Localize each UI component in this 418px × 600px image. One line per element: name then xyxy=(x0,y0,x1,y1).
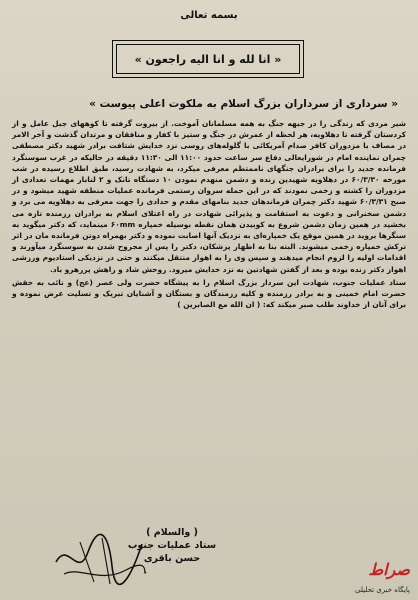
watermark-caption: پایگاه خبری تحلیلی xyxy=(355,586,410,594)
closing-organization: ستاد عملیات جنوب xyxy=(127,540,217,551)
banner-text: « انا لله و انا الیه راجعون » xyxy=(116,44,300,74)
announcement-body xyxy=(12,118,406,312)
closing-salutation: ( والسلام ) xyxy=(146,527,198,538)
bismillah-header: بسمه تعالی xyxy=(180,10,238,21)
closing-signatory-name: حسن باقری xyxy=(143,553,201,564)
announcement-heading: « سرداری از سرداران بزرگ اسلام به ملکوت اعلی پیوست » xyxy=(89,98,398,110)
watermark-logo: صراط xyxy=(368,560,410,579)
site-watermark xyxy=(292,560,410,594)
condolence-banner xyxy=(112,40,304,78)
body-paragraph-1: شیر مردی که زندگی را در جبهه جنگ به همه مسلمانان آموخت. از بیروت گرفته تا کوههای جبل عامل و از کردستان گرفته تا دهلاویه، هر لحظه از عمرش در جنگ و ستیز با کفار و منافقان و مرتدان گذشت و آخر الامر در مصاف با مزدوران کافر صدام آمریکائی با گلوله‌های روسی نزد خدایش شتافت برادر شهید دکتر مصطفی چمران نماینده امام در شورایعالی دفاع سر ساعت حدود ۱۱:۰۰ الی ۱۱:۳۰ دقیقه در حالیکه در غرب سوسنگرد فرمانده جدید را برای برادران جنگهای ناممتظم معرفی میکرد، به شهادت رسید، طبق اطلاع رسیده در شب مورخه ۶۰/۳/۳۰ در دهلاویه شهیدین زنده و دشمن منهدم نمودن ۱۰ دستگاه تانک و ۲ لنابار مهمات تعدادی از مزدوران را کشته و زخمی نمودند که در این حمله سروان رستمی فرمانده عملیات منطقه شهید میشود و در صبح ۶۰/۳/۳۱ شهید دکتر چمران فرماندهان جدید بنامهای مقدم و حدادی را جهت معرفی به دهلاویه می برد و دشمن سخنرانی و دعوت به استقامت و پذیرائی شهادت در راه اعتلای اسلام به برادران رزمنده تازه می بخشید در همین زمان دشمن شروع به کوبیدن همان نقطه بوسیله خمپاره ۶۰mm مینماید، که دکتر میگوید به سنگرها بروید در همین موقع یک خمپاره‌ای به نزدیک آنها اصابت نموده و دکتر بهمراه دوتن فرمانده مان در اثر ترکش خمپاره زخمی میشوند. البته بنا به اظهار پزشکان، دکتر را پس از مجروح شدن به سوسنگرد میآورند و اقدامات اولیه را لزوم انجام میدهند و سپس وی را به اهواز منتقل میکنند و حتی در نزدیکی استادیوم ورزشی اهواز دکتر زنده بوده و بعد از گفتن شهادتین به نزد خدایش میرود. روحش شاد و راهش پررهرو باد. xyxy=(12,119,406,274)
handwritten-signature xyxy=(50,522,150,592)
body-paragraph-2: ستاد عملیات جنوب، شهادت این سردار بزرگ اسلام را به پیشگاه حضرت ولی عصر (عج) و نائب به حقش حضرت امام خمینی و به برادر رزمنده و کلیه رزمندگان و بستگان و آشنایان تبریک و تسلیت عرض نموده و برای آنان از خداوند طلب صبر میکند که: ( ان الله مع الصابرین ) xyxy=(12,277,406,310)
